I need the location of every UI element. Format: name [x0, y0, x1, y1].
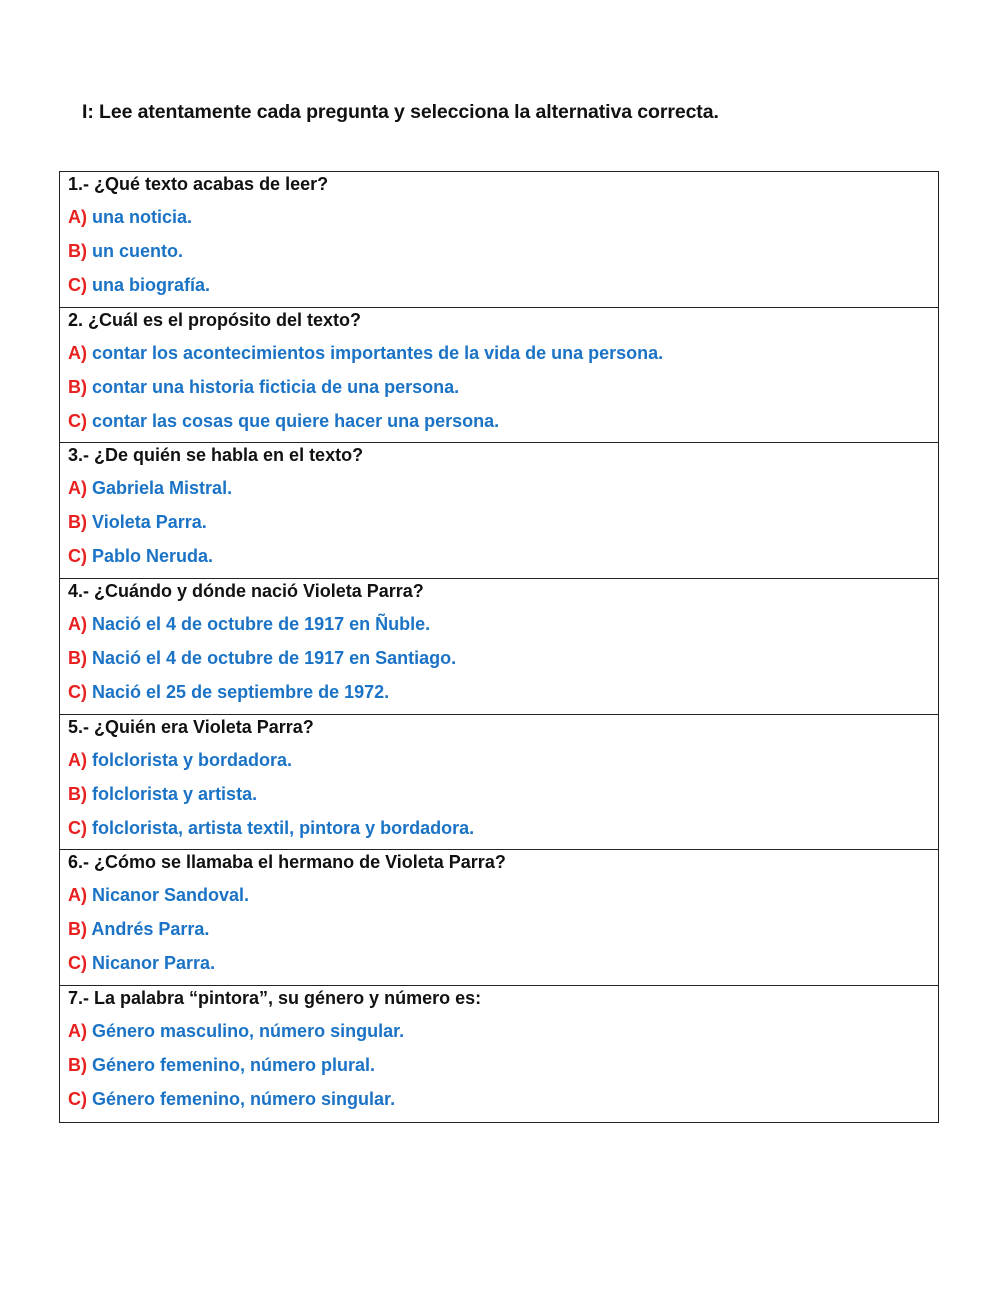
option-text: contar los acontecimientos importantes de la vida de una persona. [92, 342, 664, 363]
question-text: 3.- ¿De quién se habla en el texto? [68, 445, 364, 466]
question-4 [60, 579, 938, 715]
option-letter: C) [68, 953, 87, 974]
question-3 [60, 443, 938, 579]
option-text: folclorista, artista textil, pintora y bordadora. [92, 817, 475, 838]
option-letter: C) [68, 275, 87, 295]
option-text: Género masculino, número singular. [92, 1021, 405, 1042]
option-text: Nació el 25 de septiembre de 1972. [92, 682, 390, 703]
option-a[interactable] [68, 614, 430, 635]
question-5 [60, 715, 938, 851]
option-text: una biografía. [92, 275, 211, 295]
option-letter: B) [68, 376, 87, 397]
option-letter: B) [68, 512, 87, 533]
option-a[interactable] [68, 207, 192, 228]
option-letter: B) [68, 648, 87, 669]
option-a[interactable] [68, 343, 663, 364]
option-text: Violeta Parra. [92, 512, 207, 533]
option-b[interactable] [68, 919, 209, 940]
question-1 [60, 172, 938, 308]
option-c[interactable] [68, 411, 499, 432]
option-c[interactable] [68, 818, 474, 839]
instruction-heading: I: Lee atentamente cada pregunta y selecciona la alternativa correcta. [82, 101, 719, 123]
option-letter: A) [68, 478, 87, 499]
question-text: 4.- ¿Cuándo y dónde nació Violeta Parra? [68, 581, 424, 602]
option-text: Género femenino, número plural. [92, 1055, 376, 1076]
option-letter: A) [68, 342, 87, 363]
option-letter: A) [68, 749, 87, 770]
question-6 [60, 850, 938, 986]
question-7 [60, 986, 938, 1122]
option-c[interactable] [68, 275, 210, 296]
option-letter: C) [68, 682, 87, 703]
quiz-table [59, 171, 939, 1123]
option-text: Género femenino, número singular. [92, 1089, 396, 1110]
option-letter: A) [68, 885, 87, 906]
option-letter: A) [68, 207, 87, 227]
option-b[interactable] [68, 1055, 375, 1076]
option-letter: C) [68, 546, 87, 567]
option-letter: B) [68, 241, 87, 261]
question-text: 1.- ¿Qué texto acabas de leer? [68, 174, 329, 194]
option-text: una noticia. [92, 207, 193, 227]
option-letter: C) [68, 410, 87, 431]
option-a[interactable] [68, 478, 232, 499]
option-text: Nació el 4 de octubre de 1917 en Ñuble. [92, 614, 431, 635]
option-text: un cuento. [92, 241, 184, 261]
option-b[interactable] [68, 377, 459, 398]
option-a[interactable] [68, 885, 249, 906]
option-text: Gabriela Mistral. [92, 478, 233, 499]
question-2 [60, 308, 938, 444]
option-text: folclorista y artista. [92, 783, 258, 804]
option-c[interactable] [68, 546, 213, 567]
option-letter: C) [68, 1089, 87, 1110]
option-text: Pablo Neruda. [92, 546, 214, 567]
option-c[interactable] [68, 682, 389, 703]
option-c[interactable] [68, 1089, 395, 1110]
option-b[interactable] [68, 784, 257, 805]
option-text: contar las cosas que quiere hacer una persona. [92, 410, 500, 431]
option-a[interactable] [68, 1021, 404, 1042]
option-letter: B) [68, 919, 87, 940]
option-a[interactable] [68, 750, 292, 771]
question-text: 6.- ¿Cómo se llamaba el hermano de Violeta Parra? [68, 852, 506, 873]
option-letter: C) [68, 817, 87, 838]
option-c[interactable] [68, 953, 215, 974]
option-b[interactable] [68, 241, 183, 262]
option-letter: B) [68, 1055, 87, 1076]
option-letter: A) [68, 1021, 87, 1042]
question-text: 2. ¿Cuál es el propósito del texto? [68, 309, 362, 330]
question-text: 5.- ¿Quién era Violeta Parra? [68, 716, 314, 737]
option-text: folclorista y bordadora. [92, 749, 293, 770]
option-text: contar una historia ficticia de una persona. [92, 376, 460, 397]
question-text: 7.- La palabra “pintora”, su género y número es: [68, 988, 482, 1009]
option-text: Nicanor Parra. [92, 953, 216, 974]
option-b[interactable] [68, 512, 207, 533]
option-text: Nació el 4 de octubre de 1917 en Santiago. [92, 648, 457, 669]
option-text: Nicanor Sandoval. [92, 885, 250, 906]
option-text: Andrés Parra. [91, 919, 210, 940]
option-letter: A) [68, 614, 87, 635]
option-b[interactable] [68, 648, 456, 669]
option-letter: B) [68, 783, 87, 804]
